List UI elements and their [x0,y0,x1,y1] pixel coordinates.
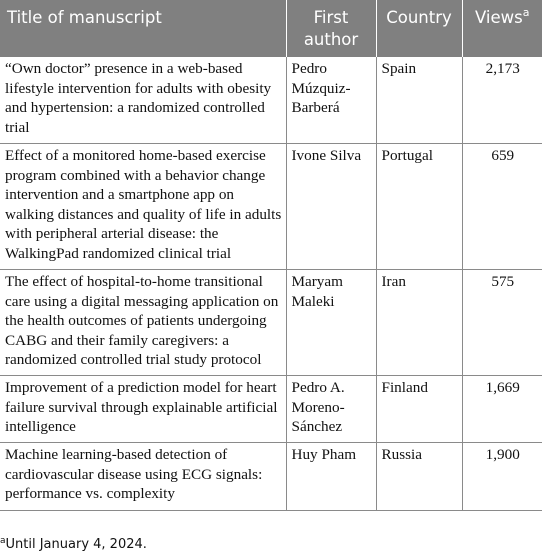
table-row [0,57,542,144]
footnote-text: Until January 4, 2024. [5,537,147,552]
table-body [0,57,542,511]
cell-country: Spain [376,57,462,144]
cell-title: Effect of a monitored home-based exercise program combined with a behavior change intervention and a smartphone app on walking distances and quality of life in adults with peripheral arterial disease: the WalkingPad randomized clinical trial [0,144,286,270]
cell-author: Huy Pham [286,443,376,511]
cell-views: 1,900 [462,443,542,511]
header-views-label: Views [474,8,523,27]
cell-title: Machine learning-based detection of cardiovascular disease using ECG signals: performance vs. complexity [0,443,286,511]
header-views [462,0,542,57]
cell-country: Iran [376,270,462,376]
cell-views: 2,173 [462,57,542,144]
table-row [0,144,542,270]
cell-title: Improvement of a prediction model for heart failure survival through explainable artificial intelligence [0,376,286,443]
cell-author: Maryam Maleki [286,270,376,376]
cell-title: “Own doctor” presence in a web-based lifestyle intervention for adults with obesity and hypertension: a randomized controlled trial [0,57,286,144]
cell-country: Russia [376,443,462,511]
header-first-author-line2: author [303,30,359,49]
header-row [0,0,542,57]
cell-title: The effect of hospital-to-home transitional care using a digital messaging application on the health outcomes of patients undergoing CABG and their family caregivers: a randomized controlled trial study protocol [0,270,286,376]
table-row [0,270,542,376]
cell-country: Finland [376,376,462,443]
table-row [0,443,542,511]
cell-author: Pedro Múzquiz-Barberá [286,57,376,144]
cell-author: Ivone Silva [286,144,376,270]
header-first-author-line1: First [313,8,349,27]
header-views-footnote-marker: a [522,6,530,19]
header-title-of-manuscript: Title of manuscript [0,0,286,57]
cell-views: 1,669 [462,376,542,443]
cell-views: 575 [462,270,542,376]
cell-views: 659 [462,144,542,270]
header-first-author [286,0,376,57]
header-country: Country [376,0,462,57]
table-row [0,376,542,443]
table-header [0,0,542,57]
footnote-marker: a [0,536,6,546]
cell-author: Pedro A. Moreno-Sánchez [286,376,376,443]
cell-country: Portugal [376,144,462,270]
table-footnote [0,536,147,554]
